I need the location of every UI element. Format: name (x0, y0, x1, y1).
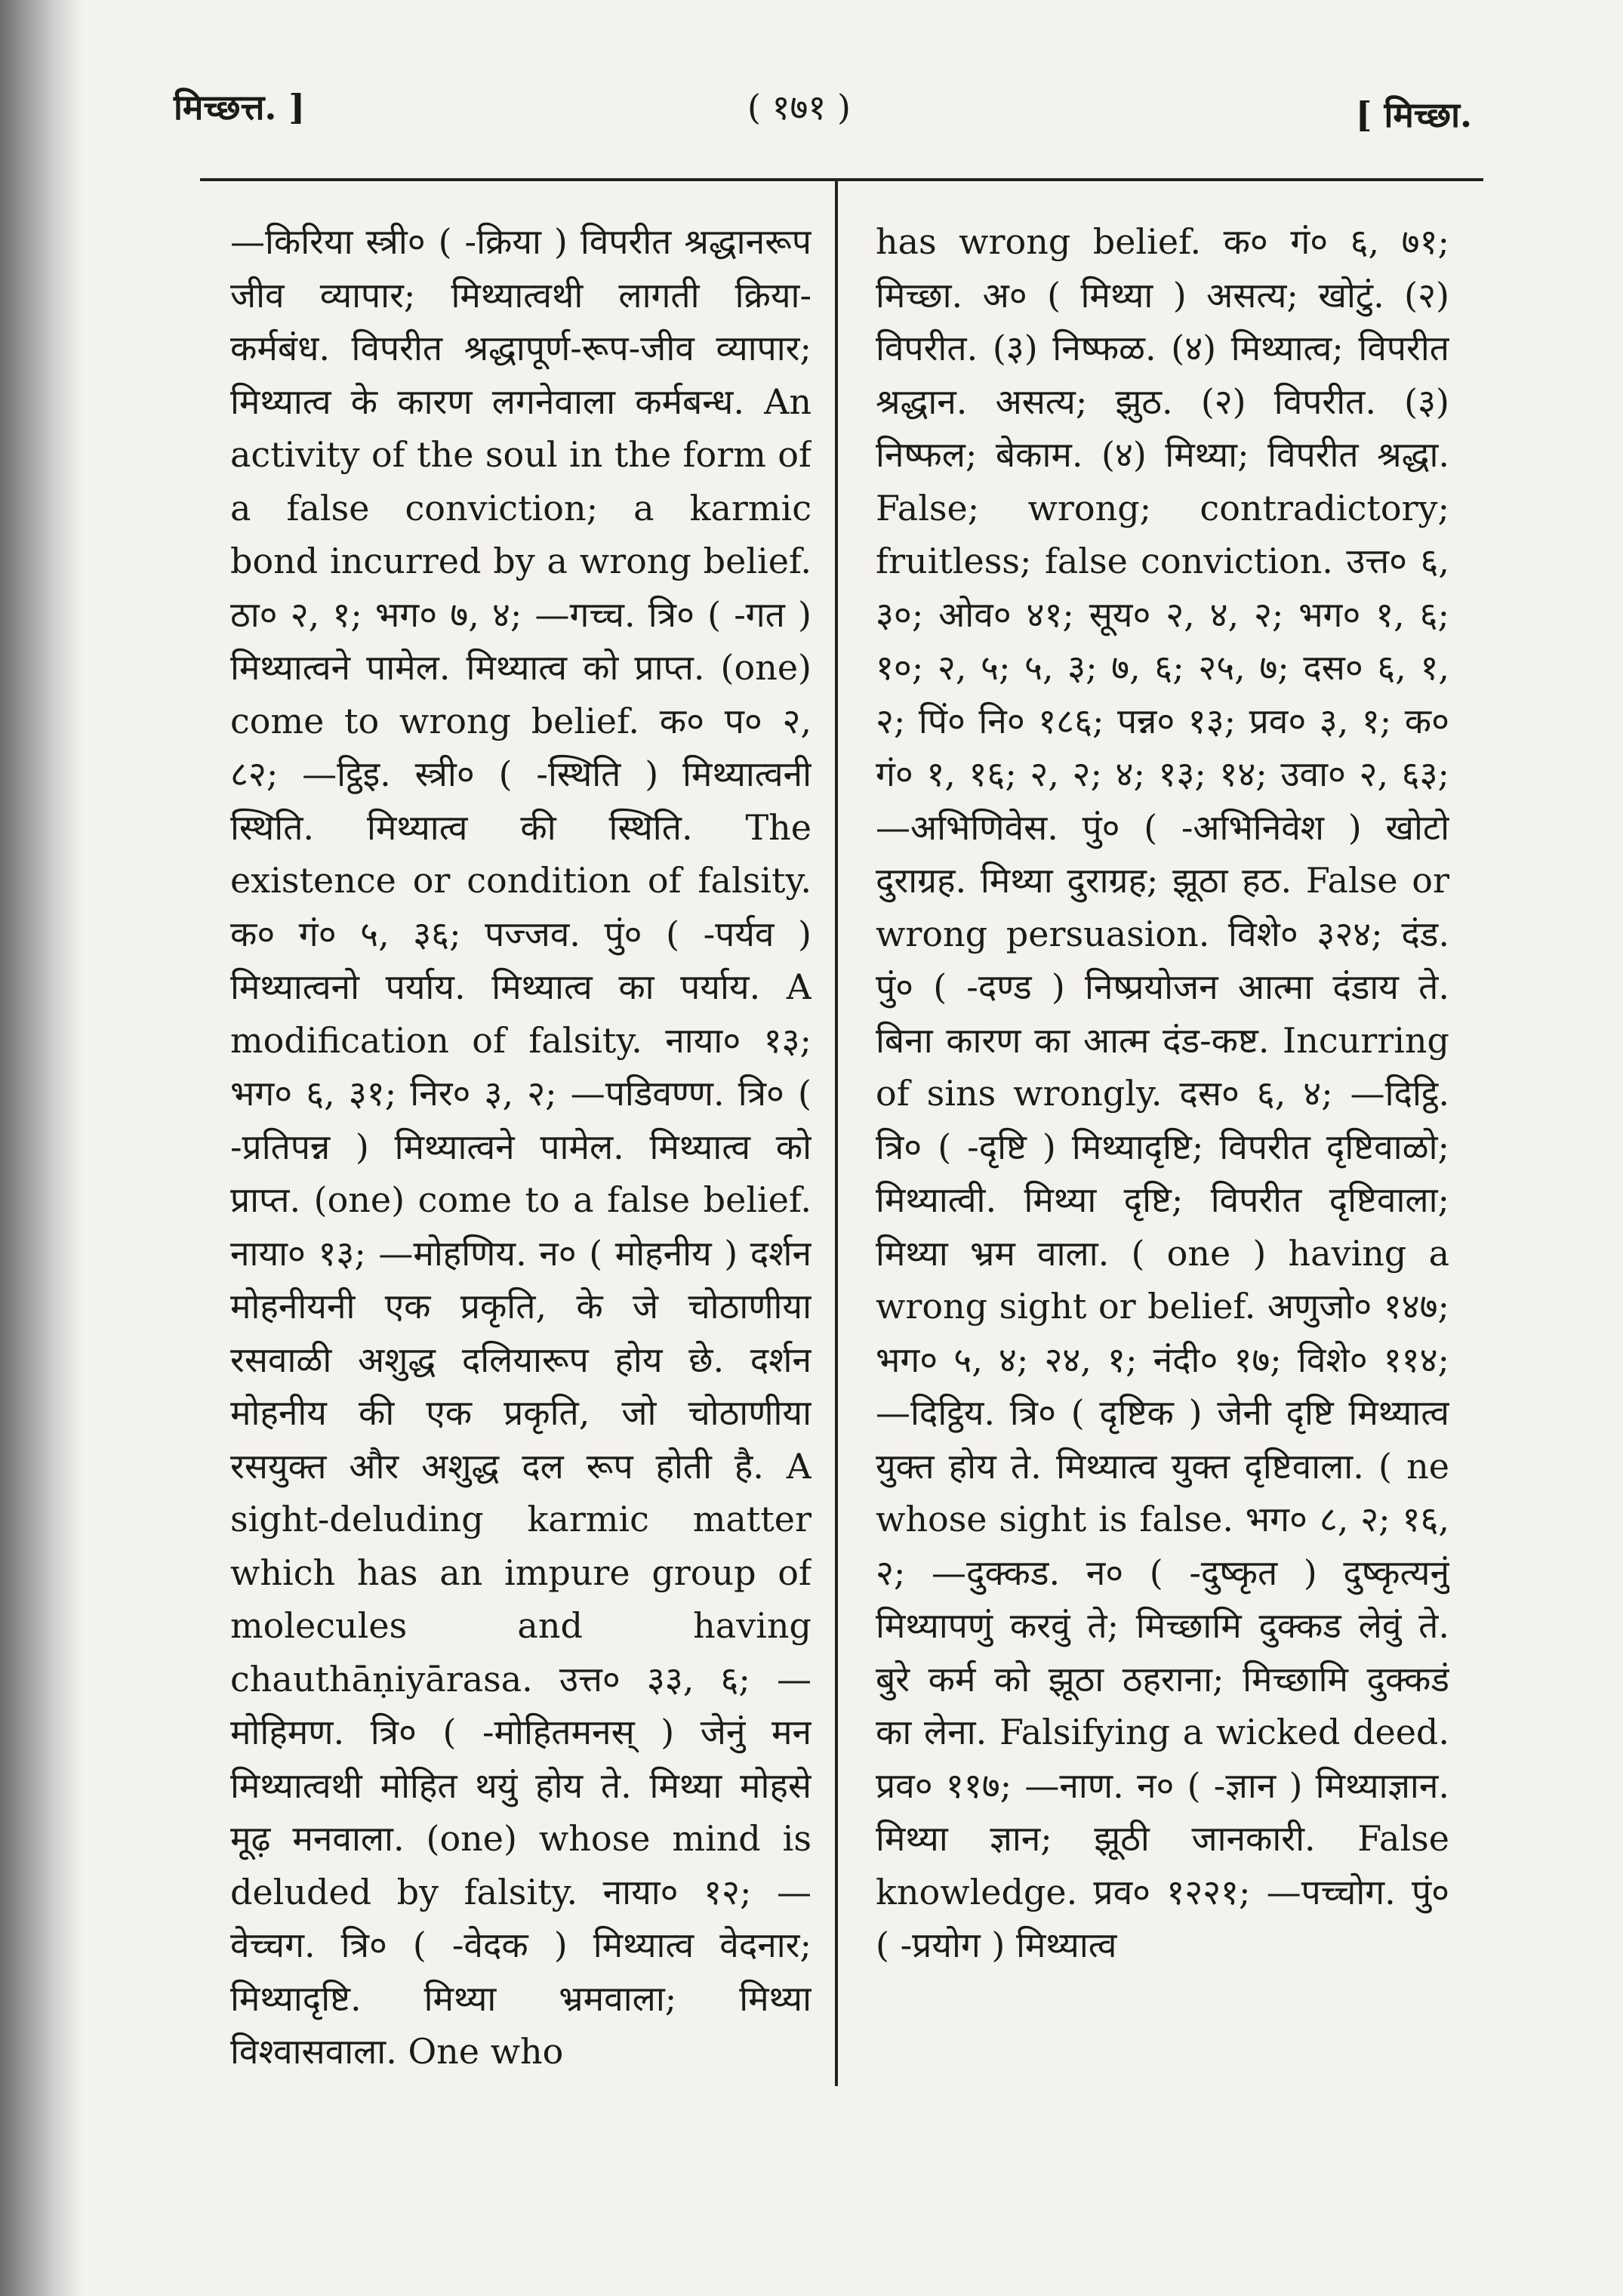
header-rule (200, 178, 1483, 181)
right-column (876, 215, 1449, 2088)
page-header (174, 76, 1472, 143)
header-right-guideword: [ मिच्छा. (1355, 94, 1472, 135)
right-column-text: has wrong belief. क० गं० ६, ७१; मिच्छा. अ० ( मिथ्या ) असत्य; खोटुं. (२) विपरीत. (३) निष्फळ. (४) मिथ्यात्व; विपरीत श्रद्धान. असत्य; झुठ. (२) विपरीत. (३) निष्फल; बेकाम. (४) मिथ्या; विपरीत श्रद्धा. False; wrong; contradictory; fruitless; false conviction. उत्त० ६, ३०; ओव० ४१; सूय० २, ४, २; भग० १, ६; १०; २, ५; ५, ३; ७, ६; २५, ७; दस० ६, १, २; पिं० नि० १८६; पन्न० १३; प्रव० ३, १; क० गं० १, १६; २, २; ४; १३; १४; उवा० २, ६३; —अभिणिवेस. पुं० ( -अभिनिवेश ) खोटो दुराग्रह. मिथ्या दुराग्रह; झूठा हठ. False or wrong persuasion. विशे० ३२४; दंड. पुं० ( -दण्ड ) निष्प्रयोजन आत्मा दंडाय ते. बिना कारण का आत्म दंड-कष्ट. Incurring of sins wrongly. दस० ६, ४; —दिट्ठि. त्रि० ( -दृष्टि ) मिथ्यादृष्टि; विपरीत दृष्टिवाळो; मिथ्यात्वी. मिथ्या दृष्टि; विपरीत दृष्टिवाला; मिथ्या भ्रम वाला. ( one ) having a wrong sight or belief. अणुजो० १४७; भग० ५, ४; २४, १; नंदी० १७; विशे० ११४; —दिट्ठिय. त्रि० ( दृष्टिक ) जेनी दृष्टि मिथ्यात्व युक्त होय ते. मिथ्यात्व युक्त दृष्टिवाला. ( ne whose sight is false. भग० ८, २; १६, २; —दुक्कड. न० ( -दुष्कृत ) दुष्कृत्यनुं मिथ्यापणुं करवुं ते; मिच्छामि दुक्कड लेवुं ते. बुरे कर्म को झूठा ठहराना; मिच्छामि दुक्कडं का लेना. Falsifying a wicked deed. प्रव० ११७; —नाण. न० ( -ज्ञान ) मिथ्याज्ञान. मिथ्या ज्ञान; झूठी जानकारी. False knowledge. प्रव० १२२१; —पच्चोग. पुं० ( -प्रयोग ) मिथ्यात्व (876, 221, 1449, 1965)
page-number: ( १७१ ) (747, 87, 851, 128)
header-left-guideword: मिच्छत्त. ] (174, 87, 306, 128)
left-column (230, 215, 812, 2088)
book-gutter-shadow (0, 0, 83, 2296)
left-column-text: —किरिया स्त्री० ( -क्रिया ) विपरीत श्रद्धानरूप जीव व्यापार; मिथ्यात्वथी लागती क्रिया-कर्मबंध. विपरीत श्रद्धापूर्ण-रूप-जीव व्यापार; मिथ्यात्व के कारण लगनेवाला कर्मबन्ध. An activity of the soul in the form of a false conviction; a karmic bond incurred by a wrong belief. ठा० २, १; भग० ७, ४; —गच्च. त्रि० ( -गत ) मिथ्यात्वने पामेल. मिथ्यात्व को प्राप्त. (one) come to wrong belief. क० प० २, ८२; —ट्ठिइ. स्त्री० ( -स्थिति ) मिथ्यात्वनी स्थिति. मिथ्यात्व की स्थिति. The existence or condition of falsity. क० गं० ५, ३६; पज्जव. पुं० ( -पर्यव ) मिथ्यात्वनो पर्याय. मिथ्यात्व का पर्याय. A modification of falsity. नाया० १३; भग० ६, ३१; निर० ३, २; —पडिवण्ण. त्रि० ( -प्रतिपन्न ) मिथ्यात्वने पामेल. मिथ्यात्व को प्राप्त. (one) come to a false belief. नाया० १३; —मोहणिय. न० ( मोहनीय ) दर्शन मोहनीयनी एक प्रकृति, के जे चोठाणीया रसवाळी अशुद्ध दलियारूप होय छे. दर्शन मोहनीय की एक प्रकृति, जो चोठाणीया रसयुक्त और अशुद्ध दल रूप होती है. A sight-deluding karmic matter which has an impure group of molecules and having chauthāṇiyārasa. उत्त० ३३, ६; —मोहिमण. त्रि० ( -मोहितमनस् ) जेनुं मन मिथ्यात्वथी मोहित थयुं होय ते. मिथ्या मोहसे मूढ़ मनवाला. (one) whose mind is deluded by falsity. नाया० १२; —वेच्चग. त्रि० ( -वेदक ) मिथ्यात्व वेदनार; मिथ्यादृष्टि. मिथ्या भ्रमवाला; मिथ्या विश्वासवाला. One who (230, 221, 812, 2072)
column-divider (835, 180, 838, 2086)
